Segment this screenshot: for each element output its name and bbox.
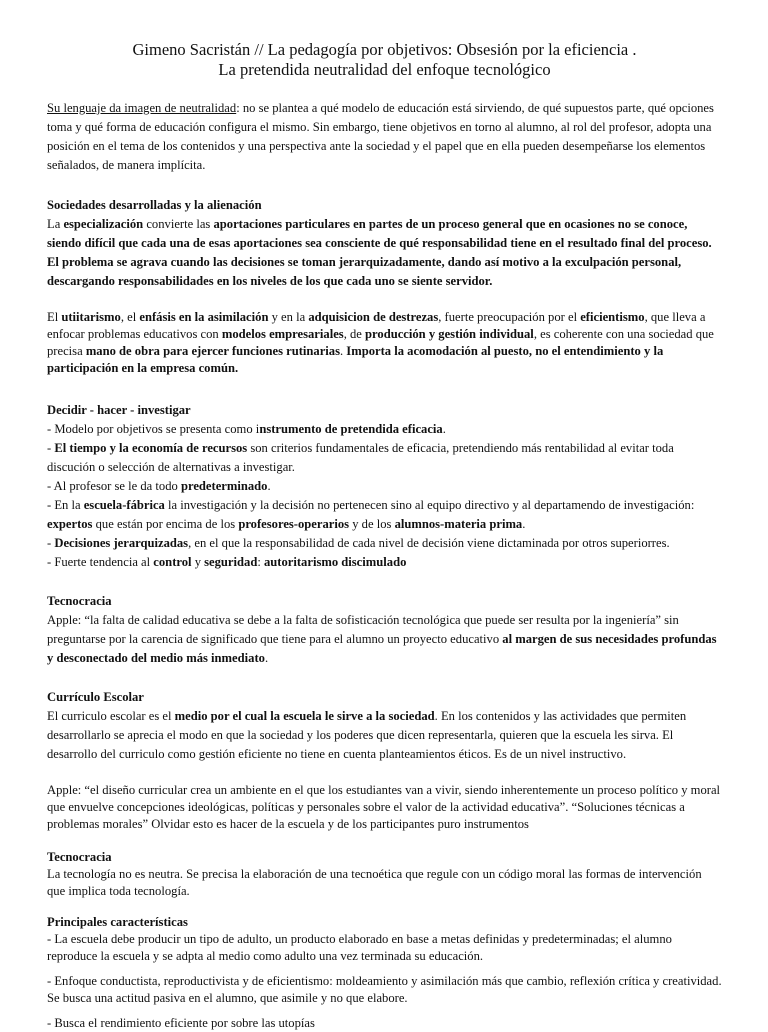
section-heading: Principales características <box>47 915 188 929</box>
list-item: - La escuela debe producir un tipo de adulto, un producto elaborado en base a metas definidas y predeterminadas; el alumno reproduce la escuela y se adpta al medio como adulto una vez terminada su educación. <box>47 932 672 963</box>
intro-text: : no se plantea a qué modelo de educación está sirviendo, de qué supuestos parte, qué opciones toma y qué forma de educación configura el mismo. Sin embargo, tiene objetivos en torno al alumno, al rol del profesor, adopta una posición en el tema de los contenidos y una perspectiva ante la sociedad y el papel que en ella pueden desempeñarse los elementos señalados, de manera implícita. <box>47 101 714 172</box>
list-item: - Busca el rendimiento eficiente por sobre las utopías <box>47 1016 315 1030</box>
section-tecnocracia-1 <box>47 592 722 668</box>
section-curriculo <box>47 688 722 833</box>
list-item: - Al profesor se le da todo predeterminado. <box>47 479 271 493</box>
section-heading: Tecnocracia <box>47 594 112 608</box>
list-item: - Enfoque conductista, reproductivista y de eficientismo: moldeamiento y asimilación más que cambio, reflexión crítica y creatividad. Se busca una actitud pasiva en el alumno, que asimile y no que elabore. <box>47 974 722 1005</box>
section-decidir <box>47 401 722 572</box>
title-line-2: La pretendida neutralidad del enfoque tecnológico <box>218 60 551 79</box>
list-item: - El tiempo y la economía de recursos son criterios fundamentales de eficacia, pretendiendo más rentabilidad al evitar toda discución o selección de alternativas a investigar. <box>47 441 674 474</box>
section-heading: Tecnocracia <box>47 850 112 864</box>
paragraph: El utiitarismo, el enfásis en la asimilación y en la adquisicion de destrezas, fuerte preocupación por el eficientismo, que lleva a enfocar problemas educativos con modelos empresariales, de producción y gestión individual, es coherente con una sociedad que precisa mano de obra para ejercer funciones rutinarias. Importa la acomodación al puesto, no el entendimiento y la participación en la empresa común. <box>47 310 714 375</box>
list-item: - Decisiones jerarquizadas, en el que la responsabilidad de cada nivel de decisión viene dictaminada por otros superiorres. <box>47 536 670 550</box>
intro-paragraph <box>47 99 722 175</box>
intro-lead: Su lenguaje da imagen de neutralidad <box>47 101 237 115</box>
section-heading: Decidir - hacer - investigar <box>47 403 191 417</box>
section-heading: Currículo Escolar <box>47 690 144 704</box>
section-heading: Sociedades desarrolladas y la alienación <box>47 198 262 212</box>
section-caracteristicas <box>47 914 722 1032</box>
paragraph: Apple: “la falta de calidad educativa se debe a la falta de sofisticación tecnológica que puede ser resulta por la ingeniería” sin preguntarse por la carencia de significado que tiene para el alumno un proyecto educativo al margen de sus necesidades profundas y desconectado del medio más inmediato. <box>47 613 717 665</box>
list-item: - En la escuela-fábrica la investigación y la decisión no pertenecen sino al equipo directivo y al departamendo de investigación: expertos que están por encima de los profesores-operarios y de los alumnos-materia prima. <box>47 498 695 531</box>
paragraph: La tecnología no es neutra. Se precisa la elaboración de una tecnoética que regule con un código moral las formas de intervención que implica toda tecnología. <box>47 867 702 898</box>
document-title <box>47 40 722 80</box>
section-tecnocracia-2 <box>47 849 722 900</box>
paragraph: Apple: “el diseño curricular crea un ambiente en el que los estudiantes van a vivir, siendo inherentemente un proceso político y moral que envuelve concepciones ideológicas, políticas y personales sobre el valor de la actividad educativa”. “Soluciones técnicas a problemas morales” Olvidar esto es hacer de la escuela y de los participantes puro instrumentos <box>47 783 721 831</box>
paragraph: El curriculo escolar es el medio por el cual la escuela le sirve a la sociedad. En los contenidos y las actividades que permiten desarrollarlo se aprecia el modo en que la sociedad y los poderes que dicen representarla, quieren que la escuela les sirva. El desarrollo del curriculo como gestión eficiente no tiene en cuenta planteamientos éticos. Es de un nivel instructivo. <box>47 709 687 761</box>
list-item: - Fuerte tendencia al control y seguridad: autoritarismo discimulado <box>47 555 407 569</box>
paragraph: La especialización convierte las aportaciones particulares en partes de un proceso general que en ocasiones no se conoce, siendo difícil que cada una de esas aportaciones sea consciente de qué responsabilidad tiene en el resultado final del proceso. El problema se agrava cuando las decisiones se toman jerarquizadamente, dando así motivo a la exculpación personal, descargando responsabilidades en los niveles de los que cada uno se siente servidor. <box>47 217 712 288</box>
list-item: - Modelo por objetivos se presenta como instrumento de pretendida eficacia. <box>47 422 446 436</box>
section-alienacion <box>47 196 722 377</box>
title-line-1: Gimeno Sacristán // La pedagogía por objetivos: Obsesión por la eficiencia . <box>132 40 637 59</box>
